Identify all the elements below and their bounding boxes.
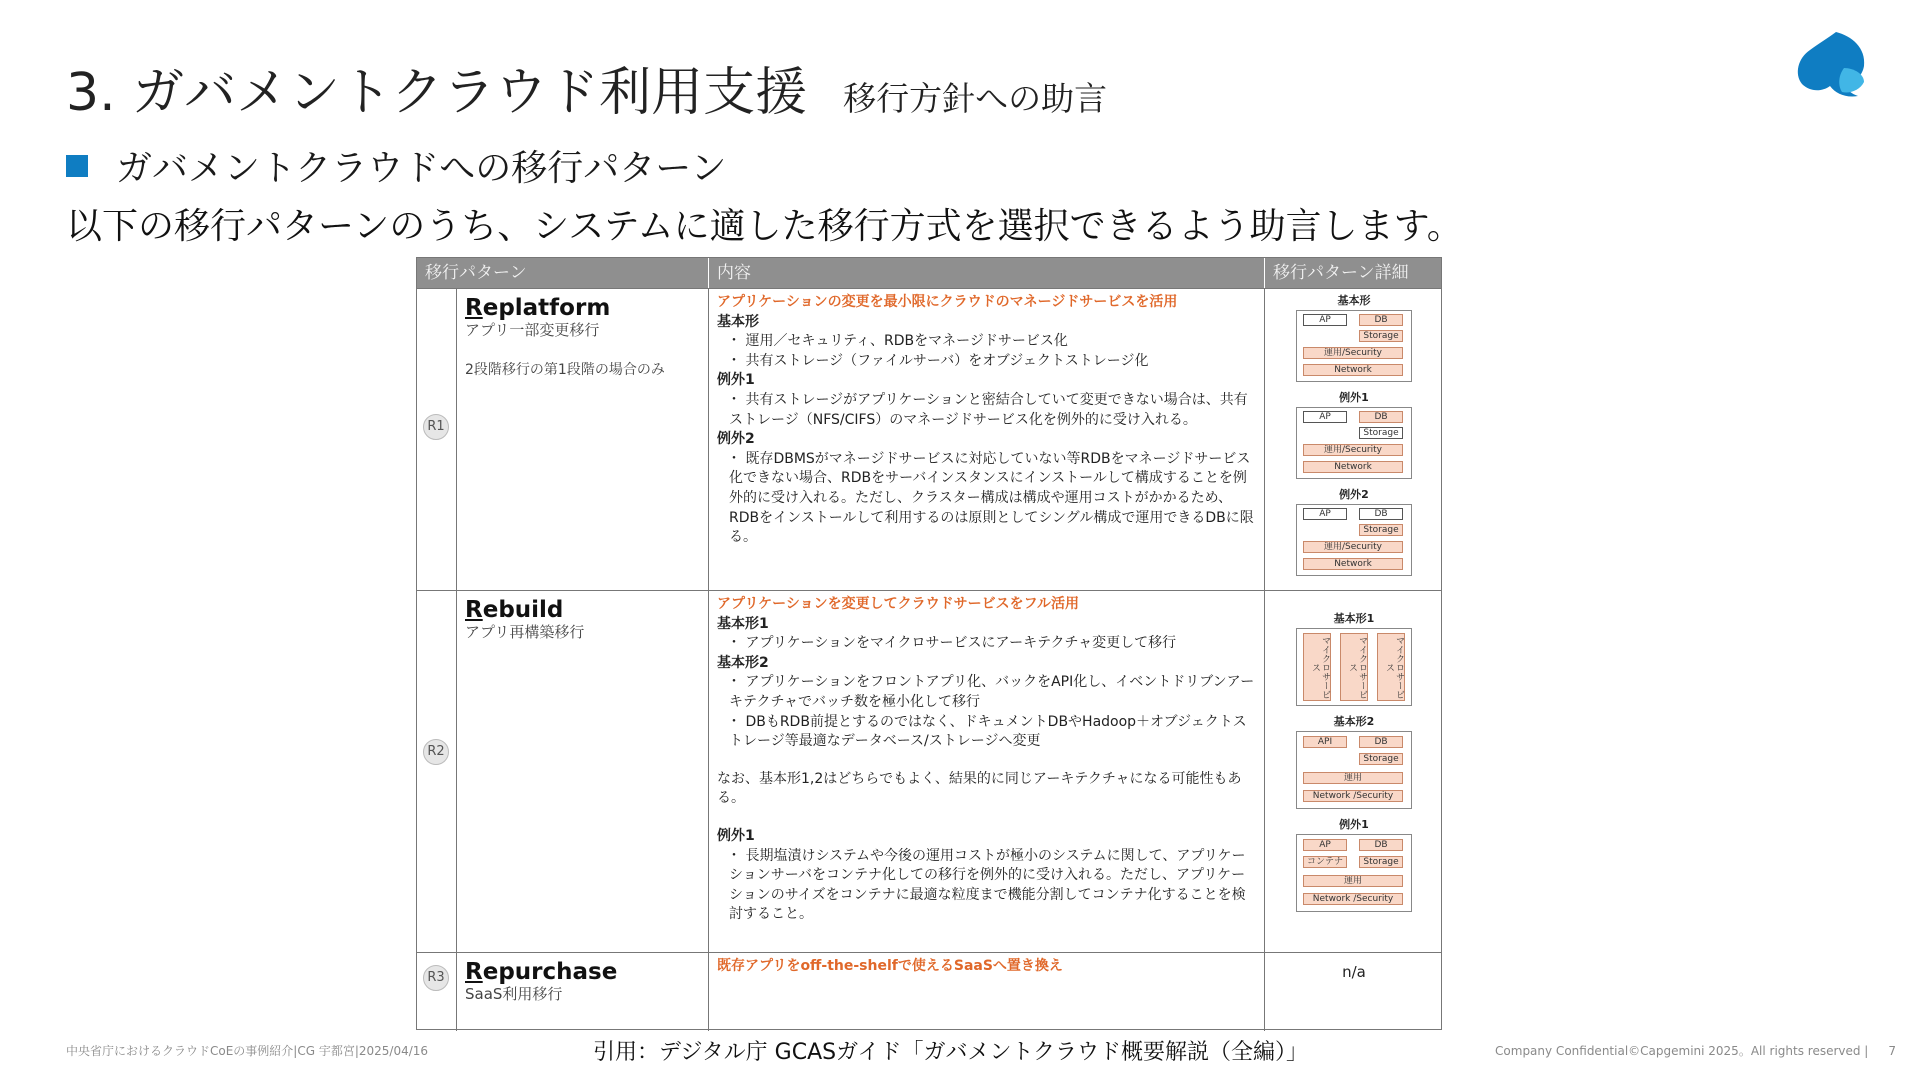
diagram-box: AP: [1303, 508, 1347, 520]
diagram-box: Network: [1303, 461, 1403, 473]
diagram-box: DB: [1359, 839, 1403, 851]
block-item: ・ 共有ストレージ（ファイルサーバ）をオブジェクトストレージ化: [727, 352, 1149, 369]
diagram-microservice-box: マイクロサービス: [1303, 633, 1331, 701]
pattern-detail-na: n/a: [1342, 963, 1366, 981]
footer-citation: 引用：デジタル庁 GCASガイド「ガバメントクラウド概要解説（全編）」: [593, 1040, 1308, 1065]
diagram-box: DB: [1359, 508, 1403, 520]
bullet-square-icon: [66, 155, 88, 177]
architecture-diagram: [1296, 731, 1412, 809]
pattern-headline: アプリケーションを変更してクラウドサービスをフル活用: [717, 596, 1080, 612]
architecture-diagram: [1296, 504, 1412, 576]
row-id-cell: [417, 289, 457, 590]
diagram-box: 運用/Security: [1303, 347, 1403, 359]
pattern-detail-cell: [1265, 953, 1443, 1031]
diagram-box: DB: [1359, 411, 1403, 423]
row-id-badge: R1: [423, 414, 449, 440]
pattern-subtitle: アプリ再構築移行: [465, 623, 585, 641]
diagram-label: 基本形: [1337, 294, 1371, 307]
architecture-diagram: [1296, 407, 1412, 479]
diagram-label: 基本形2: [1333, 715, 1375, 728]
pattern-name-cell: [457, 591, 709, 952]
diagram-label: 例外1: [1339, 391, 1369, 404]
diagram-box: DB: [1359, 314, 1403, 326]
diagram-box: Storage: [1359, 427, 1403, 439]
block-label: 基本形: [717, 313, 759, 330]
block-label: 例外2: [717, 431, 755, 448]
lead-text: 以下の移行パターンのうち、システムに適した移行方式を選択できるよう助言します。: [66, 206, 1463, 247]
pattern-note: なお、基本形1,2はどちらでもよく、結果的に同じアーキテクチャになる可能性もある。: [717, 770, 1242, 807]
diagram-box: コンテナ: [1303, 856, 1347, 868]
diagram-microservice-box: マイクロサービス: [1340, 633, 1368, 701]
pattern-name-cell: [457, 289, 709, 590]
block-label: 基本形2: [717, 654, 769, 671]
row-id-badge: R2: [423, 739, 449, 765]
diagram-box: 運用: [1303, 875, 1403, 887]
pattern-detail-cell: [1265, 289, 1443, 590]
table-row-rebuild: [417, 590, 1441, 952]
page-title-row: [66, 50, 1107, 125]
block-item: ・ アプリケーションをマイクロサービスにアーキテクチャ変更して移行: [727, 635, 1177, 652]
architecture-diagram: [1296, 310, 1412, 382]
block-item: ・ 共有ストレージがアプリケーションと密結合していて変更できない場合は、共有ストレージ（NFS/CIFS）のマネージドサービス化を例外的に受け入れる。: [727, 391, 1248, 428]
pattern-content-cell: [709, 953, 1265, 1031]
diagram-box: 運用/Security: [1303, 444, 1403, 456]
footer-copyright: Company Confidential©Capgemini 2025。All rights reserved |: [1495, 1044, 1869, 1058]
pattern-headline: 既存アプリをoff-the-shelfで使えるSaaSへ置き換え: [717, 958, 1063, 974]
pattern-subtitle: SaaS利用移行: [465, 985, 563, 1003]
pattern-note: 2段階移行の第1段階の場合のみ: [465, 362, 665, 378]
diagram-box: 運用: [1303, 772, 1403, 784]
diagram-box: API: [1303, 736, 1347, 748]
architecture-diagram: [1296, 834, 1412, 912]
diagram-box: Network: [1303, 558, 1403, 570]
diagram-microservice-box: マイクロサービス: [1377, 633, 1405, 701]
diagram-box: DB: [1359, 736, 1403, 748]
table-row-replatform: [417, 288, 1441, 590]
diagram-label: 例外2: [1339, 488, 1369, 501]
page-number: 7: [1888, 1044, 1896, 1058]
pattern-content-cell: [709, 289, 1265, 590]
diagram-box: AP: [1303, 314, 1347, 326]
diagram-box: Network /Security: [1303, 790, 1403, 802]
pattern-content-cell: [709, 591, 1265, 952]
pattern-subtitle: アプリ一部変更移行: [465, 321, 600, 339]
block-item: ・ アプリケーションをフロントアプリ化、バックをAPI化し、イベントドリブンアーキテクチャでバッチ数を極小化して移行: [727, 674, 1255, 710]
section-heading: [66, 140, 727, 191]
table-header-detail: 移行パターン詳細: [1273, 263, 1409, 283]
diagram-box: Storage: [1359, 524, 1403, 536]
row-id-cell: [417, 591, 457, 952]
diagram-box: Network: [1303, 364, 1403, 376]
table-row-repurchase: [417, 952, 1441, 1031]
table-header: [417, 258, 1441, 288]
capgemini-spade-logo-icon: [1792, 28, 1872, 100]
block-item: ・ DBもRDB前提とするのではなく、ドキュメントDBやHadoop＋オブジェクトストレージ等最適なデータベース/ストレージへ変更: [727, 713, 1247, 750]
diagram-label: 基本形1: [1333, 612, 1375, 625]
diagram-box: AP: [1303, 411, 1347, 423]
block-label: 基本形1: [717, 615, 769, 632]
pattern-headline: アプリケーションの変更を最小限にクラウドのマネージドサービスを活用: [717, 294, 1178, 310]
block-item: ・ 長期塩漬けシステムや今後の運用コストが極小のシステムに関して、アプリケーションサーバをコンテナ化しての移行を例外的に受け入れる。ただし、アプリケーションのサイズをコンテナに最適な粒度まで機能分割してコンテナ化することを検討すること。: [727, 847, 1246, 923]
block-item: ・ 既存DBMSがマネージドサービスに対応していない等RDBをマネージドサービス化できない場合、RDBをサーバインスタンスにインストールして構成することを例外的に受け入れる。ただし、クラスター構成は構成や運用コストがかかるため、RDBをインストールして利用するのは原則としてシングル構成で運用できるDBに限る。: [727, 450, 1254, 546]
footer-right: [1495, 1042, 1896, 1059]
table-header-content: 内容: [709, 258, 1265, 288]
pattern-detail-cell: [1265, 591, 1443, 952]
row-id-cell: [417, 953, 457, 1031]
diagram-box: Storage: [1359, 330, 1403, 342]
diagram-label: 例外1: [1339, 818, 1369, 831]
row-id-badge: R3: [423, 965, 449, 991]
pattern-name-cell: [457, 953, 709, 1031]
section-heading-text: ガバメントクラウドへの移行パターン: [116, 148, 727, 189]
diagram-box: Storage: [1359, 753, 1403, 765]
pattern-name: Rebuild: [465, 597, 564, 623]
diagram-box: Storage: [1359, 856, 1403, 868]
table-header-pattern: 移行パターン: [417, 258, 709, 288]
block-label: 例外1: [717, 827, 755, 844]
page-title: 3. ガバメントクラウド利用支援: [66, 63, 808, 123]
block-item: ・ 運用／セキュリティ、RDBをマネージドサービス化: [727, 333, 1068, 350]
pattern-name: Replatform: [465, 295, 611, 321]
migration-pattern-table: [416, 257, 1442, 1030]
diagram-box: Network /Security: [1303, 893, 1403, 905]
pattern-name: Repurchase: [465, 959, 618, 985]
diagram-box: 運用/Security: [1303, 541, 1403, 553]
block-label: 例外1: [717, 372, 755, 389]
page-subtitle: 移行方針への助言: [843, 79, 1108, 118]
microservice-diagram: [1296, 628, 1412, 706]
footer-left-text: 中央省庁におけるクラウドCoEの事例紹介|CG 宇都宮|2025/04/16: [66, 1044, 429, 1058]
diagram-box: AP: [1303, 839, 1347, 851]
